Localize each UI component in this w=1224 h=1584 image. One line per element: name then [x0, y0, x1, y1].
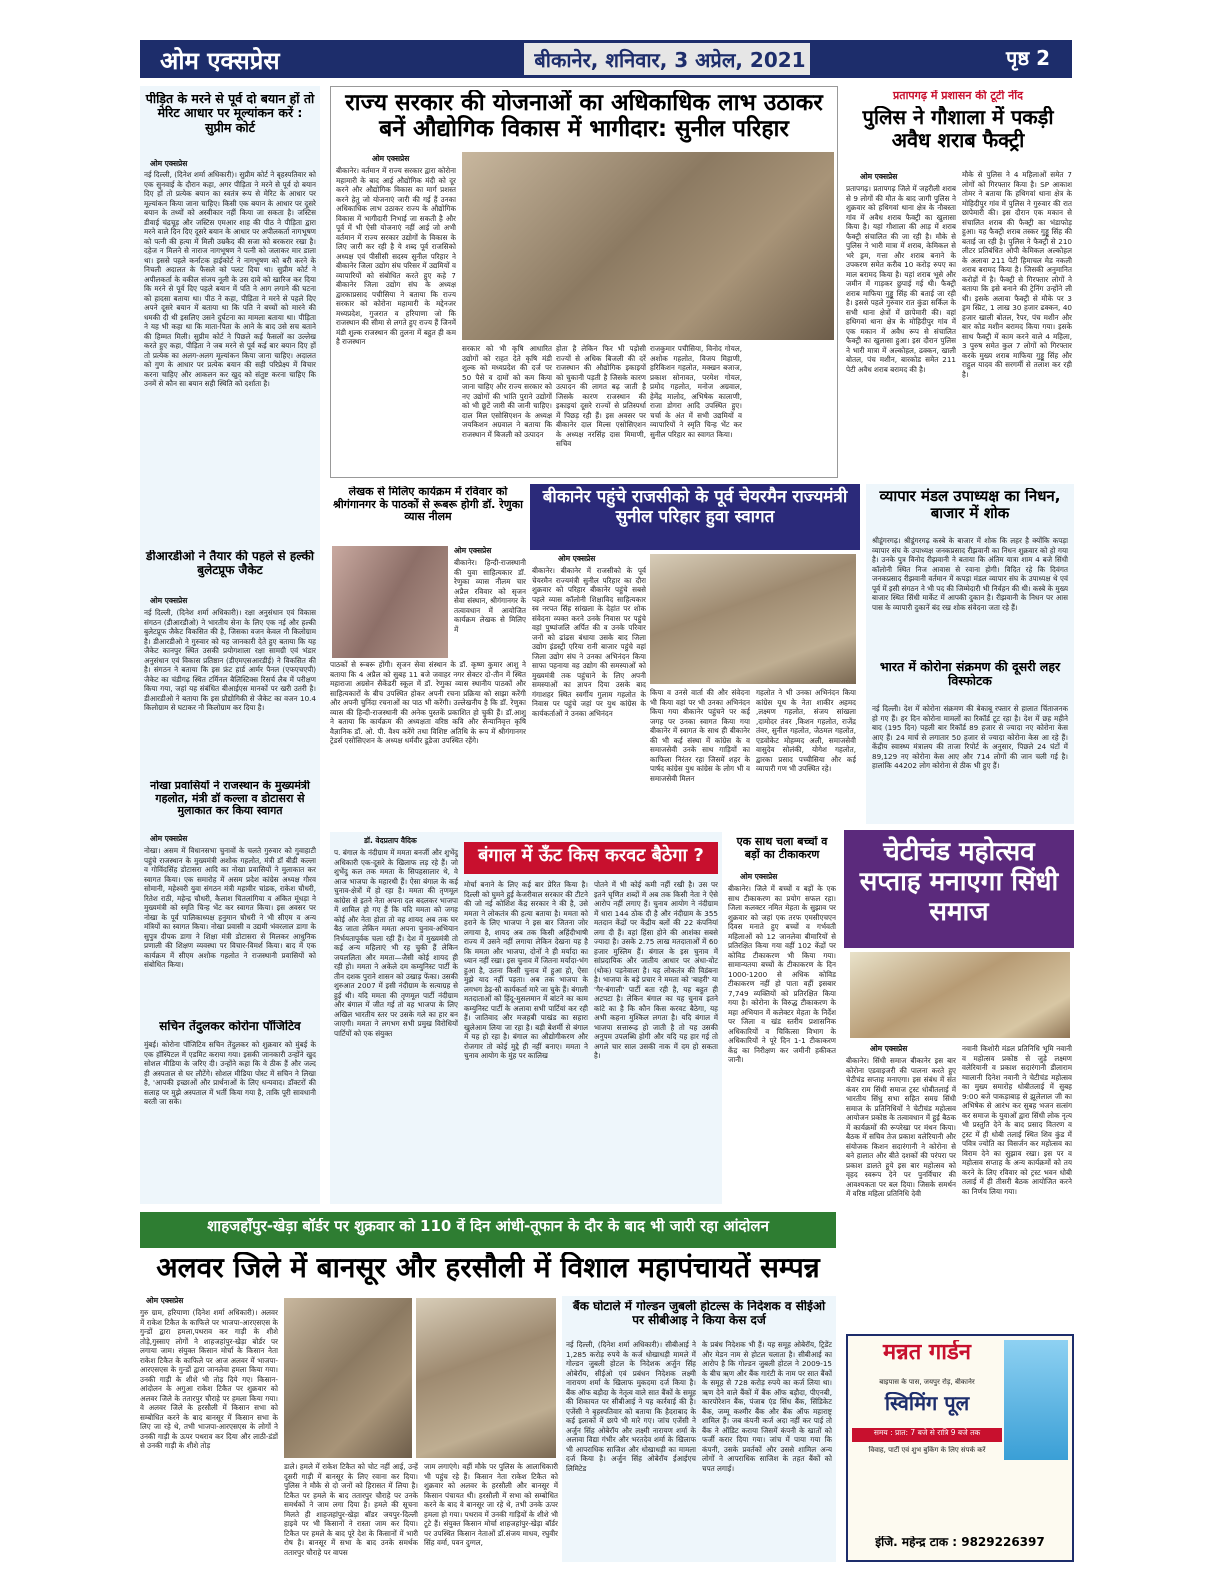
alwar-photo-right [416, 1298, 556, 1458]
bengal-body-col3: पोतने में भी कोई कमी नहीं रखी है। उस पर इतने घृणित शब्दों में अब तक किसी नेता ने ऐसे आरोप नहीं लगाए हैं। चुनाव आयोग ने नंदीग्राम में धारा 144 ठोक दी है और नंदीग्राम के 355 मतदान केंद्रों पर केंद्रीय बलों की 22 कंपनियां लगा दी हैं। वहां हिंसा होने की आशंका सबसे ज्यादा है। उसके 2.75 लाख मतदाताओं में 60 हजार मुस्लिम हैं। बंगाल के इस चुनाव में सांप्रदायिक और जातीय आधार पर अंधा-वोट (थोक) पड़नेवाला है। यह लोकतंत्र की विडंबना है। भाजपा के बड़े प्रचार ने ममता को 'बाहरी' या 'गैर-बंगाली' पार्टी बता रही है, यह बहुत ही अटपटा है। लेकिन बंगाल का यह चुनाव इतने कांटे का है कि कौन किस करवट बैठेगा, यह अभी कहना मुश्किल लगता है। यदि बंगाल में भाजपा सत्तारूढ़ हो जाती है तो यह उसकी अनुपम उपलब्धि होगी और यदि यह हार गई तो अगले चार साल उसकी नाक में दम हो सकता है। [594, 880, 718, 1060]
sc-headline: पीड़ित के मरने से पूर्व दो बयान हों तो मेरिट आधार पर मूल्यांकन करें : सुप्रीम कोर्ट [145, 92, 315, 135]
ad-address: बाइपास के पास, जयपुर रोड़, बीकानेर [879, 1378, 975, 1386]
nokha-headline: नोखा प्रवासियों ने राजस्थान के मुख्यमंत्री गहलोत, मंत्री डॉ कल्ला व डोटासरा से मुलाकात कर किया स्वागत [150, 780, 310, 818]
pratapgarh-kicker: प्रतापगढ़ में प्रशासन की टूटी नींद [893, 90, 1023, 102]
date-line: बीकानेर, शनिवार, 3 अप्रेल, 2021 [534, 48, 806, 72]
bank-body-col1: नई दिल्ली, (दिनेश शर्मा अधिकारी)। सीबीआई ने 1,285 करोड़ रुपये के कर्ज धोखाधड़ी मामले में गोल्डन जुबली होटल के निदेशक अर्जुन सिंह ओबेरॉय, सीईओ एवं प्रबंधन निदेशक लक्ष्मी नारायण शर्मा के खिलाफ मुकदमा दर्ज किया है। बैंक ऑफ बड़ौदा के नेतृत्व वाले सात बैंकों के समूह की शिकायत पर सीबीआई ने यह कार्रवाई की है। एजेंसी ने बृहस्पतिवार को बताया कि हैदराबाद के कई इलाकों में छापे भी मारे गए। जांच एजेंसी ने अर्जुन सिंह ओबेरॉय और लक्ष्मी नारायण शर्मा के अलावा विद्या गंभीर और भरतदेव शर्मा के खिलाफ भी आपराधिक साजिश और धोखाधड़ी का मामला दर्ज किया है। अर्जुन सिंह ओबेरॉय ईआईएच लिमिटेड [566, 1340, 696, 1473]
bengal-headline: बंगाल में ऊँट किस करवट बैठेगा ? [464, 842, 718, 874]
author-portrait [332, 546, 448, 658]
bengal-body-col1: प. बंगाल के नंदीग्राम में ममता बनर्जी और शुभेंदु अधिकारी एक-दूसरे के खिलाफ लड़ रहे हैं। जो शुभेंदु कल तक ममता के सिपहसालार थे, वे आज भाजपा के महारथी हैं। ऐसा बंगाल के कई चुनाव-क्षेत्रों में हो रहा है। ममता की तृणमूल कांग्रेस से इतने नेता अपना दल बदलकर भाजपा में शामिल हो गए हैं कि यदि ममता को जगह कोई और नेता होता तो वह शायद अब तक घर बैठ जाता लेकिन ममता अपना चुनाव-अभियान निर्भयतापूर्वक चला रही हैं। देश में मुख्यमंत्री तो कई अन्य महिलाएं भी रह चुकी हैं लेकिन जयललिता और ममता—जैसी कोई शायद ही रही हो। ममता ने अकेले दम कम्युनिस्ट पार्टी के तीन दशक पुराने शासन को उखाड़ फेंका। उसकी शुरुआत 2007 में इसी नंदीग्राम के सत्याग्रह से हुई थी। यदि ममता की तृणमूल पार्टी नंदीग्राम और बंगाल में जीत गई तो वह भाजपा के लिए अखिल भारतीय स्तर पर उसके गले का हार बन जाएगी। ममता ने लगभग सभी प्रमुख विरोधियों पार्टियों को एक संयुक्त [334, 848, 458, 1038]
covid-body: नई दिल्ली। देश में कोरोना संक्रमण की बेकाबू रफ्तार से हालात चिंताजनक हो गए हैं। हर दिन कोरोना मामलों का रिकॉर्ड टूट रहा है। देश में छह महीने बाद (195 दिन) पहली बार रिकॉर्ड 89 हजार से ज्यादा नए कोरोना केस आए हैं। 24 मार्च से लगातार 50 हजार से ज्यादा कोरोना केस आ रहे हैं। केंद्रीय स्वास्थ्य मंत्रालय की ताजा रिपोर्ट के अनुसार, पिछले 24 घंटों में 89,129 नए कोरोना केस आए और 714 लोगों की जान चली गई है। हालांकि 44202 लोग कोरोना से ठीक भी हुए हैं। [872, 704, 1068, 770]
cheti-headline: चेटीचंड महोत्सव सप्ताह मनाएगा सिंधी समाज [844, 830, 1074, 948]
lead-body-col1: बीकानेर। वर्तमान में राज्य सरकार द्वारा कोरोना महामारी के बाद आई औद्योगिक मंदी को दूर करने और औद्योगिक विकास का मार्ग प्रशस्त करने हेतु जो योजनाएं जारी की गई हैं उनका अधिकाधिक लाभ उठाकर राज्य के औद्योगिक विकास में भागीदारी निभाई जा सकती है और पूर्व में भी ऐसी योजनाएं नहीं आई जो अभी वर्तमान में राज्य सरकार उद्योगों के विकास के लिए जारी कर रही है ये शब्द पूर्व राजसिको अध्यक्ष एवं पीसीसी सदस्य सुनील परिहार ने बीकानेर जिला उद्योग संघ परिसर में उद्यमियों व व्यापारियों को संबोधित करते हुए कहे 7 बीकानेर जिला उद्योग संघ के अध्यक्ष द्वारकाप्रसाद पचीसिया ने बताया कि राज्य सरकार को कोरोना महामारी के मद्देनजर मध्यप्रदेश, गुजरात व हरियाणा जो कि राजस्थान की सीमा से लगते हुए राज्य हैं जिनमें मंडी शुल्क राजस्थान की तुलना में बहुत ही कम है राजस्थान [336, 166, 456, 346]
lead-byline: ओम एक्सप्रेस [372, 154, 410, 163]
tika-headline: एक साथ चला बच्चों व बड़ों का टीकाकरण [736, 836, 828, 861]
ad-title: मन्नत गार्डन [883, 1340, 971, 1365]
pool-image [1004, 1340, 1068, 1460]
vyapar-body: श्रीडूंगरगढ़। श्रीडूंगरगढ़ कस्बे के बाजार में शोक कि लहर है क्योंकि कपड़ा व्यापार संघ के उपाध्यक्ष जनकप्रसाद रीझवानी का निधन शुक्रवार को हो गया है। उनके पुत्र विनोद रीझवानी ने बताया कि अंतिम यात्रा शाम 4 बजे सिंधी कॉलोनी स्थित निज आवास से रवाना होगी। विदित रहे कि दिवंगत जनकप्रसाद रीझवानी वर्तमान में कपड़ा मंडल व्यापार संघ के उपाध्यक्ष थे एवं पूर्व में इसी संगठन ने भी पद की जिम्मेदारी भी निर्वहन की थी। कस्बे के मुख्य बाजार स्थित सिंधी मार्केट में आपकी दुकान है। रीझवानी के निधन पर आस पास के व्यापारी दुकानें बंद रख शोक संवेदना जता रहे हैं। [872, 536, 1068, 612]
tika-body: बीकानेर। जिले में बच्चों व बड़ों के एक साथ टीकाकरण का प्रयोग सफल रहा। जिला कलक्टर नमित मेहता के सुझाव पर शुक्रवार को जहां एक तरफ एमसीएचएन दिवस मनाते हुए बच्चों व गर्भवती महिलाओं को 12 जानलेवा बीमारियों से प्रतिरक्षित किया गया वहीं 102 केंद्रों पर कोविड टीकाकरण भी किया गया। सामान्यतया बच्चों के टीकाकरण के दिन 1000-1200 से अधिक कोविड टीकाकरण नहीं हो पाता वहीं इसबार 7,749 व्यक्तियों को प्रतिरक्षित किया गया है। कोरोना के विरुद्ध टीकाकरण के महा अभियान में कलेक्टर मेहता के निर्देश पर जिला व खंड स्तरीय प्रशासनिक अधिकारियों व चिकित्सा विभाग के अधिकारियों ने पूरे दिन 1-1 टीकाकरण केंद्र का निरीक्षण कर जमीनी हकीकत जानी। [728, 884, 836, 1064]
community-photo [850, 952, 1070, 1038]
covid-headline: भारत में कोरोना संक्रमण की दूसरी लहर विस्फोटक [879, 660, 1061, 689]
alwar-kicker: शाहजहाँपुर-खेड़ा बॉर्डर पर शुक्रवार को 110 वें दिन आंधी-तूफान के दौर के बाद भी जारी रहा आंदोलन [207, 1218, 769, 1235]
rajsico-body-col2: किया व उनसे वार्ता की और संवेदना भी किया वहां पर भी उनका अभिनंदन किया गया बीकानेर पहुंचने पर कई जगह पर उनका स्वागत किया गया बीकानेर में स्वागत के साथ ही बीकानेर की भी कई संस्था में कांग्रेस के व समाजसेवी उनके साथ गाड़ियों का काफिला निरंतर रहा जिसमें शहर के पार्षद कांग्रेस युथ कांग्रेस के लोग भी व समाजसेवी मिलन [650, 688, 750, 783]
drdo-byline: ओम एक्सप्रेस [150, 596, 188, 605]
welcome-photo [650, 554, 856, 684]
newspaper-name: ओम एक्सप्रेस [160, 47, 280, 74]
sachin-body: मुंबई। कोरोना पॉजिटिव सचिन तेंदुलकर को शुक्रवार को मुंबई के एक हॉस्पिटल में एडमिट कराया गया। इसकी जानकारी उन्होंने खुद सोशल मीडिया के जरिए दी। उन्होंने कहा कि वे ठीक हैं और जल्द ही अस्पताल से घर लौटेंगे। सोशल मीडिया पोस्ट में सचिन ने लिखा है, 'आपकी इच्छाओं और प्रार्थनाओं के लिए धन्यवाद। डॉक्टरों की सलाह पर मुझे अस्पताल में भर्ती किया गया है, ताकि पूरी सावधानी बरती जा सके। [144, 1040, 316, 1106]
bengal-byline: डॉ. वेदप्रताप वैदिक [364, 836, 417, 845]
renuka-body-bottom: पाठकों से रूबरू होंगी। सृजन सेवा संस्थान के डॉ. कृष्ण कुमार आशु ने बताया कि 4 अप्रैल को सुबह 11 बजे जवाहर नगर सेक्टर दो-तीन में स्थित महाराजा अग्रसेन सैकेंडरी स्कूल में डॉ. रेणुका व्यास स्थानीय पाठकों और साहित्यकारों के बीच उपस्थित होकर अपनी रचना प्रक्रिया को साझा करेंगी और अपनी चुनिंदा रचनाओं का पाठ भी करेंगी। उल्लेखनीय है कि डॉ. रेणुका व्यास की हिन्दी-राजस्थानी की अनेक पुस्तकें प्रकाशित हो चुकी हैं। डॉ.आशु ने बताया कि कार्यक्रम की अध्यक्षता वरिष्ठ कवि और सैन्यानिवृत्त कृषि वैज्ञानिक डॉ. ओ. पी. वैश्य करेंगे तथा विशिष्ट अतिथि के रूप में श्रीगंगानगर ट्रेडर्स एसोसिएशन के अध्यक्ष धर्मवीर डूडेजा उपस्थित रहेंगे। [330, 660, 526, 745]
lead-body-col2: सरकार को भी कृषि आधारित उद्योगों को राहत देते कृषि मंडी शुल्क को मध्यप्रदेश की दर्ज पर 50 पैसे व दामों को कम किया जाना चाहिए और राज्य सरकार को नए उद्योगों की भांति पुराने उद्योगों को भी छूटें जारी की जानी चाहिए। दाल मिल एसोसिएशन के अध्यक्ष जयकिशन अग्रवाल ने बताया कि राजस्थान में बिजली को उत्पादन [462, 344, 552, 439]
ad-timing: समय : प्रात: 7 बजे से रात्रि 9 बजे तक [852, 1428, 1002, 1442]
sc-body: नई दिल्ली, (दिनेश शर्मा अधिकारी)। सुप्रीम कोर्ट ने बृहस्पतिवार को एक सुनवाई के दौरान कहा, अगर पीड़िता ने मरने से पूर्व दो बयान दिए हों तो प्रत्येक बयान का स्वतंत्र रूप से मेरिट के आधार पर मूल्यांकन किया जाना चाहिए। किसी एक बयान के आधार पर दूसरे बयान के तथ्यों को अस्वीकार नहीं किया जा सकता है। जस्टिस डीवाई चंद्रचूड़ और जस्टिस एमआर शाह की पीठ ने पीड़िता द्वारा मरने वाले दिन दिए दूसरे बयान के आधार पर अपीलकर्ता नागभूषण को पत्नी की हत्या में मिली उम्रकैद की सजा को बरकरार रखा है। दहेज न मिलने से नाराज नागभूषण ने पत्नी को जलाकर मार डाला था। इससे पहले कर्नाटक हाईकोर्ट ने नागभूषण को बरी करने के निचली अदालत के फैसले को पलट दिया था। सुप्रीम कोर्ट ने अपीलकर्ता के वकील संजय नूली के उस दावे को खारिज कर दिया कि मरने से पूर्व दिए पहले बयान में पति ने आग लगाने की घटना को हादसा बताया था। पीठ ने कहा, पीड़िता ने मरने से पहले दिए अपने दूसरे बयान में बताया था कि पति ने बच्चों को मारने की धमकी दी थी इसलिए उसने दुर्घटना का मामला बताया था। पीड़िता ने यह भी कहा था कि माता-पिता के आने के बाद उसे सच बताने की हिम्मत मिली। सुप्रीम कोर्ट ने पिछले कई फैसलों का उल्लेख करते हुए कहा, पीड़िता ने जब मरने से पूर्व कई बार बयान दिए हों तो प्रत्येक का अलग-अलग मूल्यांकन किया जाना चाहिए। अदालत को गुण के आधार पर प्रत्येक बयान की सही परिप्रेक्ष्य में विचार करना चाहिए और आकलन कर खुद को संतुष्ट करना चाहिए कि उनमें से कौन सा बयान सही स्थिति को दर्शाता है। [144, 170, 316, 388]
cheti-byline: ओम एक्सप्रेस [870, 1044, 908, 1053]
renuka-headline: लेखक से मिलिए कार्यक्रम में रविवार को श्रीगंगानगर के पाठकों से रूबरू होगी डॉ. रेणुका व्यास नीलम [333, 486, 523, 524]
ad-feature: स्विमिंग पूल [884, 1392, 970, 1415]
ad-services: विवाह, पार्टी एवं शुभ बुकिंग के लिए संपर्क करें [868, 1446, 986, 1454]
lead-body-col3: होता है लेकिन फिर भी पड़ोसी राज्यों से अधिक बिजली की दरें राजस्थान की औद्योगिक इकाइयों को चुकानी पड़ती है जिसके कारण उत्पादन की लागत बढ़ जाती है जिसके कारण राजस्थान की इकाइयां दूसरे राज्यों से प्रतिस्पर्धा में पिछड़ रही हैं। इस अवसर पर बीकानेर दाल मिल्स एसोसिएशन के अध्यक्ष नरसिंह दास मिमाणी, सचिव [556, 344, 646, 448]
alwar-body-top: गुरु ग्राम, हरियाणा (दिनेश शर्मा अधिकारी)। अलवर में राकेश टिकैत के काफिले पर भाजपा-आरएसएस के गुन्डों द्वारा हमला,पथराव कर गाड़ी के शीशे तोड़े,गुस्साए लोगों ने शाहजहांपुर-खेड़ा बोर्डर पर लगाया जाम। संयुक्त किसान मोर्चा के किसान नेता राकेश टिकैत के काफिले पर आज अलवर में भाजपा-आरएसएस के गुन्डों द्वारा जानलेवा हमला किया गया। उनकी गाड़ी के शीशे भी तोड़ दिये गए। किसान-आंदोलन के अगुआ राकेश टिकैत पर शुक्रवार को अलवर जिले के ततारपुर चौराहे पर हमला किया गया। वे अलवर जिले के हरसौली में किसान सभा को सम्बोधित करने के बाद बानसूर में किसान सभा के लिए जा रहे थे, तभी भाजपा-आरएसएस के लोगों ने उनकी गाड़ी के ऊपर पथराव कर दिया और लाठी-डंडों से उनकी गाड़ी के शीशे तोड़ [140, 1308, 278, 1450]
bank-headline: बैंक घोटाले में गोल्डन जुबली होटल्स के निदेशक व सीईओ पर सीबीआइ ने किया केस दर्ज [572, 1300, 826, 1327]
pratapgarh-body-col1: प्रतापगढ़। प्रतापगढ़ जिले में जहरीली शराब से 9 लोगों की मौत के बाद जागी पुलिस ने शुक्रवार को हथिगवां थाना क्षेत्र के नौबस्ता गांव में अवैध शराब फैक्ट्री का खुलासा किया है। यहां गौशाला की आड़ में शराब फैक्ट्री संचालित की जा रही है। मौके से पुलिस ने भारी मात्रा में शराब, केमिकल से भरे ड्रम, गत्ता और शराब बनाने के उपकरण समेत करीब 10 करोड़ रुपए का माल बरामद किया है। यहां शराब भूसे और जमीन में गाड़कर छुपाई गई थी। फैक्ट्री शराब माफिया गुड्डू सिंह की बताई जा रही है। इससे पहले गुरुवार रात कुंडा सर्किल के सभी थाना क्षेत्रों में छापेमारी की। वहां हथिगवां थाना क्षेत्र के मोहिदीपुर गांव में एक मकान में अवैध रूप से संचालित फैक्ट्री का खुलासा हुआ। इस दौरान पुलिस ने भारी मात्रा में अल्कोहल, ढक्कन, खाली बोतल, पंच मशीन, बारकोड समेत 211 पेटी अवैध शराब बरामद की है। [846, 184, 956, 374]
page-number: पृष्ठ 2 [1005, 46, 1051, 70]
sc-byline: ओम एक्सप्रेस [150, 159, 188, 168]
rajsico-byline: ओम एक्सप्रेस [558, 554, 596, 563]
cheti-body-col1: बीकानेर। सिंधी समाज बीकानेर इस बार कोरोना एडवाइजरी की पालना करते हुए चेटीचंड सप्ताह मनाएगा। इस संबंध में संत कंवर राम सिंधी समाज ट्रस्ट धोबीतलाई में भारतीय सिंधु सभा सहित समग्र सिंधी समाज के प्रतिनिधियों ने चेटीचंड महोत्सव आयोजन प्रकोष्ठ के तत्वावधान में हुई बैठक में कार्यक्रमों की रूपरेखा पर मंथन किया। बैठक में सचिव तेज प्रकाश वलेरियानी और संयोजक किशन सदारंगानी ने कोरोना से बने हालात और बीते दशकों की परंपरा पर प्रकाश डालते हुये इस बार महोत्सव को वृहद स्वरूप देने पर पुनर्विचार की आवश्यकता पर बल दिया। जिसके समर्थन में वरिष्ठ महिला प्रतिनिधि देवी [846, 1056, 956, 1198]
vyapar-headline: व्यापार मंडल उपाध्यक्ष का निधन, बाजार में शोक [879, 488, 1061, 523]
rajsico-body-col1: बीकानेर। बीकानेर में राजसीको के पूर्व चेयरमैन राज्यमंत्री सुनील परिहार का दौरा शुक्रवार को परिहार बीकानेर पहुंचे सबसे पहले व्यास कॉलोनी शिक्षाविद साहित्यकार स्व नरपत सिंह सांखला के देहांत पर शोक संवेदना व्यक्त करने उनके निवास पर पहुंचे वहां पुष्पांजलि अर्पित की व उनके परिवार जनों को ढांढस बंधाया उसके बाद जिला उद्योग इंडस्ट्री एरिया रानी बाजार पहुंचे वहां जिला उद्योग संघ ने उनका अभिनंदन किया साफा पहनाया वह उद्योग की समस्याओं को मुख्यमंत्री तक पहुंचाने के लिए अपनी समस्याओं का ज्ञापन दिया उसके बाद गंगाशहर स्थित स्वर्गीय गुलाम गहलोत के निवास पर पहुंचे जहां पर युथ कांग्रेस के कार्यकर्ताओं ने उनका अभिनंदन [532, 566, 646, 718]
meeting-photo [462, 152, 834, 340]
pratapgarh-byline: ओम एक्सप्रेस [860, 172, 898, 181]
drdo-body: नई दिल्ली, (दिनेश शर्मा अधिकारी)। रक्षा अनुसंधान एवं विकास संगठन (डीआरडीओ) ने भारतीय सेना के लिए एक नई और हल्की बुलेटप्रूफ जैकेट विकसित की है, जिसका वजन केवल नौ किलोग्राम है। डीआरडीओ ने गुरुवार को यह जानकारी देते हुए बताया कि यह जैकेट कानपुर स्थित उसकी प्रयोगशाला रक्षा सामग्री एवं भंडार अनुसंधान एवं विकास प्रतिष्ठान (डीएमएसआरडीई) ने विकसित की है। संगठन ने बताया कि इस फ्रंट हार्ड आर्मर पैनल (एफएचएपी) जैकेट का चंडीगढ़ स्थित टर्मिनल बैलिस्टिक्स रिसर्च लैब में परीक्षण किया गया, जहां यह संबंधित बीआईएस मानकों पर खरी उतरी है। डीआरडीओ ने बताया कि इस प्रौद्योगिकी से जैकेट का वजन 10.4 किलोग्राम से घटाकर नौ किलोग्राम कर दिया है। [144, 608, 316, 712]
rajsico-body-col3: गहलोत ने भी उनका अभिनंदन किया कांग्रेस यूथ के नेता शाकीर अहमद ,लक्ष्मण गहलोत, संजय सांखला ,दामोदर तंवर ,किशन गहलोत, राजेंद्र तंवर, सुनील गहलोत, जेठमल गहलोत, एडवोकेट मोहम्मद अली, समाजसेवी वासुदेव सोलंकी, योगेश गहलोत, द्वारका प्रसाद पच्चीसिया और कई व्यापारी गण भी उपस्थित रहे। [756, 688, 856, 773]
pratapgarh-headline: पुलिस ने गौशाला में पकड़ी अवैध शराब फैक्ट्री [862, 106, 1054, 152]
drdo-headline: डीआरडीओ ने तैयार की पहले से हल्की बुलेटप्रूफ जैकेट [146, 550, 314, 577]
bengal-body-col2: मोर्चा बनाने के लिए कई बार प्रेरित किया है। दिल्ली को घुमने हुई केजरीवाल सरकार की टीटने की जो नई कोशिश केंद्र सरकार ने की है, उसे ममता ने लोकतंत्र की हत्या बताया है। ममता को हराने के लिए भाजपा ने इस बार जितना जोर लगाया है, शायद अब तक किसी अहिंदीभाषी राज्य में उसने नहीं लगाया लेकिन देखना यह है कि ममता और भाजपा, दोनों ने ही मर्यादा का ध्यान नहीं रखा। इस चुनाव में जितना मर्यादा-भंग हुआ है, उतना किसी चुनाव में हुआ हो, ऐसा मुझे याद नहीं पड़ता। अब तक भाजपा के लगभग डेढ़-सौ कार्यकर्ता मारे जा चुके हैं। बंगाली मतदाताओं को हिंदू-मुसलमान में बांटने का काम कम्युनिस्ट पार्टी के अलावा सभी पार्टियां कर रही हैं। जातिवाद और मजहबी पाखंड का सहारा खुलेआम लिया जा रहा है। बड़ी बेशर्मी से बंगाल में यह हो रहा है। बंगाल का औद्योगीकरण और रोजगार तो कोई मुद्दे ही नहीं बनाए। ममता ने चुनाव आयोग के मुंह पर कालिख [464, 880, 588, 1060]
renuka-body-side: बीकानेर। हिन्दी-राजस्थानी की युवा साहित्यकार डॉ. रेणुका व्यास नीलम चार अप्रैल रविवार को सृजन सेवा संस्थान, श्रीगंगानगर के तत्वावधान में आयोजित कार्यक्रम लेखक से मिलिए में [454, 558, 526, 634]
alwar-body-col1: डाले। हमले में राकेश टिकैत को चोट नहीं आई, उन्हें दूसरी गाड़ी में बानसूर के लिए रवाना कर दिया। पुलिस ने मौके से दो जनों को हिरासत में लिया है। टिकैत पर हमले के बाद ततारपुर चौराहे पर उनके समर्थकों ने जाम लगा दिया है। हमले की सूचना मिलते ही शाहजहांपुर-खेड़ा बॉडर जयपुर-दिल्ली हाइवे पर भी किसानों ने रास्ता जाम कर दिया। टिकैत पर हमले के बाद पूरे देश के किसानों में भारी रोष है। बानसूर में सभा के बाद उनके समर्थक ततारपुर चौराहे पर वापस [284, 1462, 418, 1557]
cheti-body-col2: नवानी किशोरी मंडल प्रतिनिधि भूमि नवानी व महोत्सव प्रकोष्ठ से जुड़े लक्ष्मण वलेरियानी व प्रकाश सदारंगानी डीलाराम ग्वालानी दिनेश नवानी ने चेटीचंड महोत्सव का मुख्य समारोह धोबीतलाई में सुबह 9:00 बजे पाकड़ाबाड़ से झूलेलाल जी का अभिषेक से आरंभ कर सुबह भजन सत्संग कर समाज के युवाओं द्वारा सिंधी लोक नृत्य भी प्रस्तुति देने के बाद प्रसाद वितरण व ट्रस्ट में ही धोबी तलाई स्थित शिव कुंड में पवित्र ज्योति का विसर्जन कर महोत्सव का विराम देने का सुझाव रखा। इस पर व महोत्सव सप्ताह के अन्य कार्यक्रमों को तय करने के लिए रविवार को ट्रस्ट भवन धोबी तलाई में ही तीसरी बैठक आयोजित करने का निर्णय लिया गया। [962, 1044, 1072, 1196]
ad-contact: इंजि. महेन्द्र टाक : 9829226397 [875, 1536, 1045, 1549]
alwar-byline: ओम एक्सप्रेस [146, 1296, 184, 1305]
alwar-photo-left [284, 1298, 412, 1458]
alwar-headline: अलवर जिले में बानसूर और हरसौली में विशाल महापंचायतें सम्पन्न [156, 1252, 820, 1284]
rajsico-headline: बीकानेर पहुंचे राजसीको के पूर्व चेयरमैन राज्यमंत्री सुनील परिहार हुवा स्वागत [530, 484, 860, 550]
bank-body-col2: के प्रबंध निदेशक भी हैं। यह समूह ओबेरॉय, ट्रिडेंट और मेडन नाम से होटल चलाता है। सीबीआई का आरोप है कि गोल्डन जुबली होटल ने 2009-15 के बीच ऋण और बैंक गारंटी के नाम पर सात बैंकों के समूह से 728 करोड़ रुपये का कर्ज लिया था। ऋण देने वाले बैंकों में बैंक ऑफ बड़ौदा, पीएनबी, कारपोरेशन बैंक, पंजाब एंड सिंध बैंक, सिंडिकेट बैंक, जम्मू कश्मीर बैंक और बैंक ऑफ महाराष्ट्र शामिल हैं। जब कंपनी कर्ज अदा नहीं कर पाई तो बैंक ने ऑडिट कराया जिसमें कंपनी के खातों को फर्जी करार दिया गया। जांच में पाया गया कि कंपनी, उसके प्रवर्तकों और उससे शामिल अन्य लोगों ने आपराधिक साजिश के तहत बैंकों को चपत लगाई। [702, 1340, 832, 1473]
renuka-byline: ओम एक्सप्रेस [454, 546, 492, 555]
tika-byline: ओम एक्सप्रेस [740, 872, 778, 881]
nokha-byline: ओम एक्सप्रेस [150, 834, 188, 843]
sachin-headline: सचिन तेंदुलकर कोरोना पॉजिटिव [159, 1020, 301, 1033]
pratapgarh-body-col2: मौके से पुलिस ने 4 महिलाओं समेत 7 लोगों को गिरफ्तार किया है। SP आकाश तोमर ने बताया कि हथिगवां थाना क्षेत्र के मोहिदीपुर गांव में पुलिस ने गुरुवार की रात छापेमारी की। इस दौरान एक मकान से संचालित शराब की फैक्ट्री का भंडाफोड़ हुआ। यह फैक्ट्री शराब तस्कर गुड्डू सिंह की बताई जा रही है। पुलिस ने फैक्ट्री से 210 लीटर प्रतिबंधित ओपी केमिकल अल्कोहल के अलावा 211 पेटी हिमाचल मेड नकली शराब बरामद किया है। जिसकी अनुमानित करोड़ों में है। फैक्ट्री से गिरफ्तार लोगों ने बताया कि इसे बनाने की ट्रेनिंग उन्होंने ली थी। इसके अलावा फैक्ट्री से मौके पर 3 ड्रम स्प्रिट, 1 लाख 30 हजार ढक्कन, 40 हजार खाली बोतल, रैपर, पंच मशीन और बार कोड मशीन बरामद किया गया। इसके साथ फैक्ट्री में काम करने वाले 4 महिला, 3 पुरुष समेत कुल 7 लोगों को गिरफ्तार करके मुख्य शराब माफिया गुड्डू सिंह और राहुल यादव की सरगर्मी से तलाश कर रही है। [962, 170, 1072, 379]
nokha-body: नोखा। असम में विधानसभा चुनावों के चलते गुरुवार को गुवाहाटी पहुंचे राजस्थान के मुख्यमंत्री अशोक गहलोत, मंत्री डॉ बीडी कल्ला व गोविंदसिंह डोटासरा आदि का नोखा प्रवासियों ने मुलाकात कर स्वागत किया। एक समारोह में असम प्रदेश कांग्रेस अध्यक्ष गौरव सोमानी, महेश्वरी युवा संगठन मंत्री महावीर चांडक, राकेश चौधरी, रितेश राठी, महेन्द्र चौधरी, कैलाश चितलांगिया व अंकित मूंधड़ा ने मुख्यमंत्री को स्मृति चिन्ह भेंट कर स्वागत किया। इस अवसर पर नोखा के पूर्व पालिकाध्यक्ष हनुमान चौधरी ने भी सीएम व अन्य मंत्रियों का स्वागत किया। नोखा प्रवासी व उद्यमी भंवरलाल डागा के सुपुत्र दीपक डागा ने शिक्षा मंत्री डोटासरा से मिलकर आधुनिक प्रणाली की शिक्षण व्यवस्था पर विचार-विमर्श किया। बाद में एक कार्यक्रम में सीएम अशोक गहलोत ने राजस्थानी प्रवासियों को संबोधित किया। [144, 846, 316, 969]
alwar-body-col2: जाम लगाएंगे। वहीं मौके पर पुलिस के आलाधिकारी भी पहुंच रहे हैं। किसान नेता राकेश टिकैत को शुक्रवार को अलवर के हरसौली और बानसूर में किसान पंचायत थी। हरसौली में सभा को सम्बोधित करने के बाद वे बानसूर जा रहे थे, तभी उनके ऊपर हमला हो गया। पथराव में उनकी गाड़ियों के शीशे भी टूटे हैं। संयुक्त किसान मोर्चा शाहजहांपुर-खेड़ा बॉर्डर पर उपस्थित किसान नेताओं डॉ.संजय माधव, रघुवीर सिंह वर्मा, पवन दुग्गल, [424, 1462, 558, 1547]
lead-body-col4: राजकुमार पचीसिया, विनोद गोयल, अशोक गहलोत, विजय मिहाणी, हरिकिशन गहलोत, मक्खन बजाज, प्रकाश सोनावत, परमेश गोयल, प्रमोद गहलोत, मनोज अग्रवाल, हेमेंद्र मालोद, अभिषेक कालाणी, राजा डोगरा आदि उपस्थित हुए। चर्चा के अंत में सभी उद्यमियों व व्यापारियों ने स्मृति चिन्ह भेंट कर सुनील परिहार का स्वागत किया। [650, 344, 742, 439]
lead-headline: राज्य सरकार की योजनाओं का अधिकाधिक लाभ उठाकर बनें औद्योगिक विकास में भागीदार: सुनील परिहार [345, 90, 823, 143]
